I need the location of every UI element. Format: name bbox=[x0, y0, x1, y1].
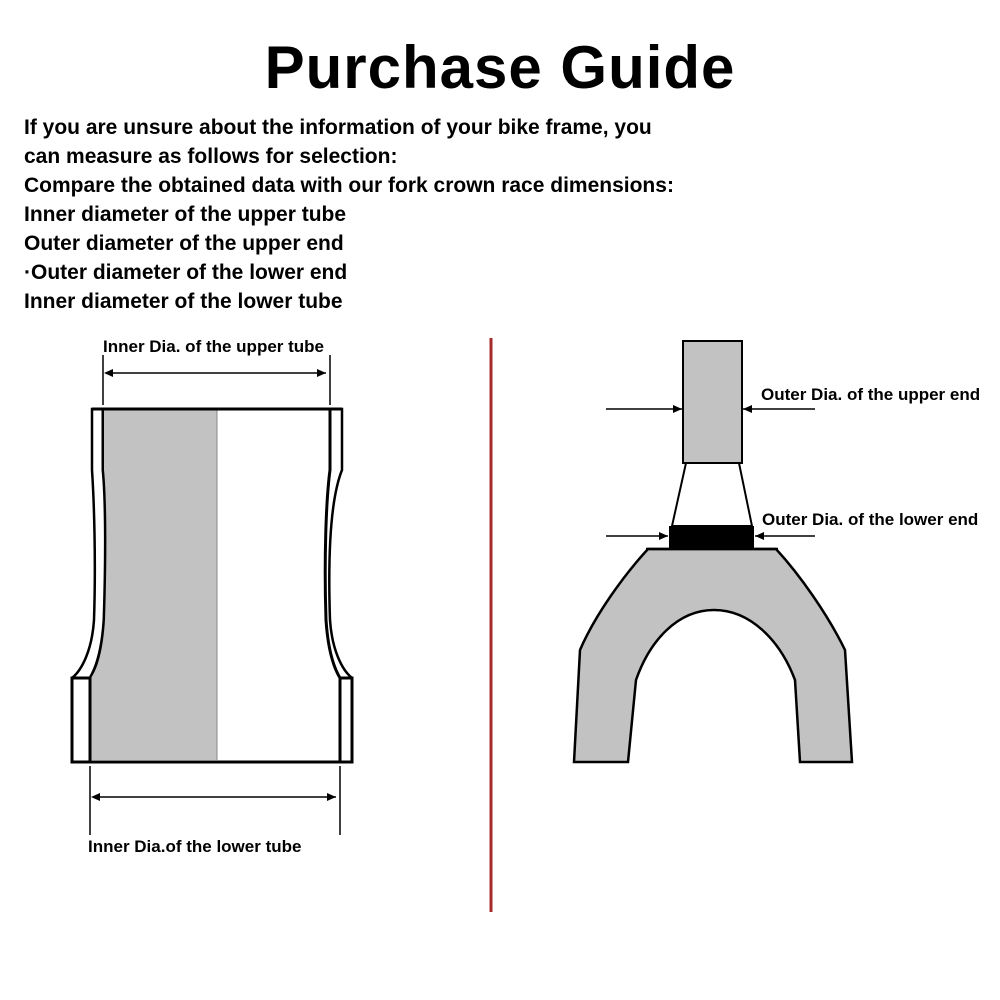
intro-line: Inner diameter of the upper tube bbox=[24, 203, 347, 226]
lower-tube-dimension bbox=[90, 766, 340, 835]
fork-crown-and-legs bbox=[574, 549, 852, 762]
intro-line: can measure as follows for selection: bbox=[24, 145, 398, 168]
head-tube-shaded-section bbox=[91, 410, 217, 760]
fork-lower-ring bbox=[669, 526, 754, 548]
upper-tube-arrowhead-left bbox=[104, 369, 113, 377]
head-tube-left-cup bbox=[72, 678, 90, 762]
lower-tube-arrowhead-left bbox=[91, 793, 100, 801]
intro-line: Outer diameter of the upper end bbox=[24, 232, 344, 255]
lower-tube-label: Inner Dia.of the lower tube bbox=[88, 837, 302, 856]
head-tube-right-cup bbox=[340, 678, 352, 762]
intro-line: Inner diameter of the lower tube bbox=[24, 290, 343, 313]
intro-line: If you are unsure about the information of your bike frame, you bbox=[24, 116, 652, 139]
head-tube-illustration bbox=[72, 409, 352, 762]
fork-steerer-tube bbox=[683, 341, 742, 463]
upper-tube-label: Inner Dia. of the upper tube bbox=[103, 337, 325, 356]
fork-crown-race-cone bbox=[672, 463, 752, 526]
intro-line: ·Outer diameter of the lower end bbox=[24, 261, 348, 284]
upper-end-label: Outer Dia. of the upper end bbox=[761, 385, 981, 404]
page-title: Purchase Guide bbox=[264, 34, 736, 101]
lower-end-label: Outer Dia. of the lower end bbox=[762, 510, 979, 529]
upper-tube-dimension bbox=[103, 355, 330, 405]
intro-line: Compare the obtained data with our fork crown race dimensions: bbox=[24, 174, 674, 197]
